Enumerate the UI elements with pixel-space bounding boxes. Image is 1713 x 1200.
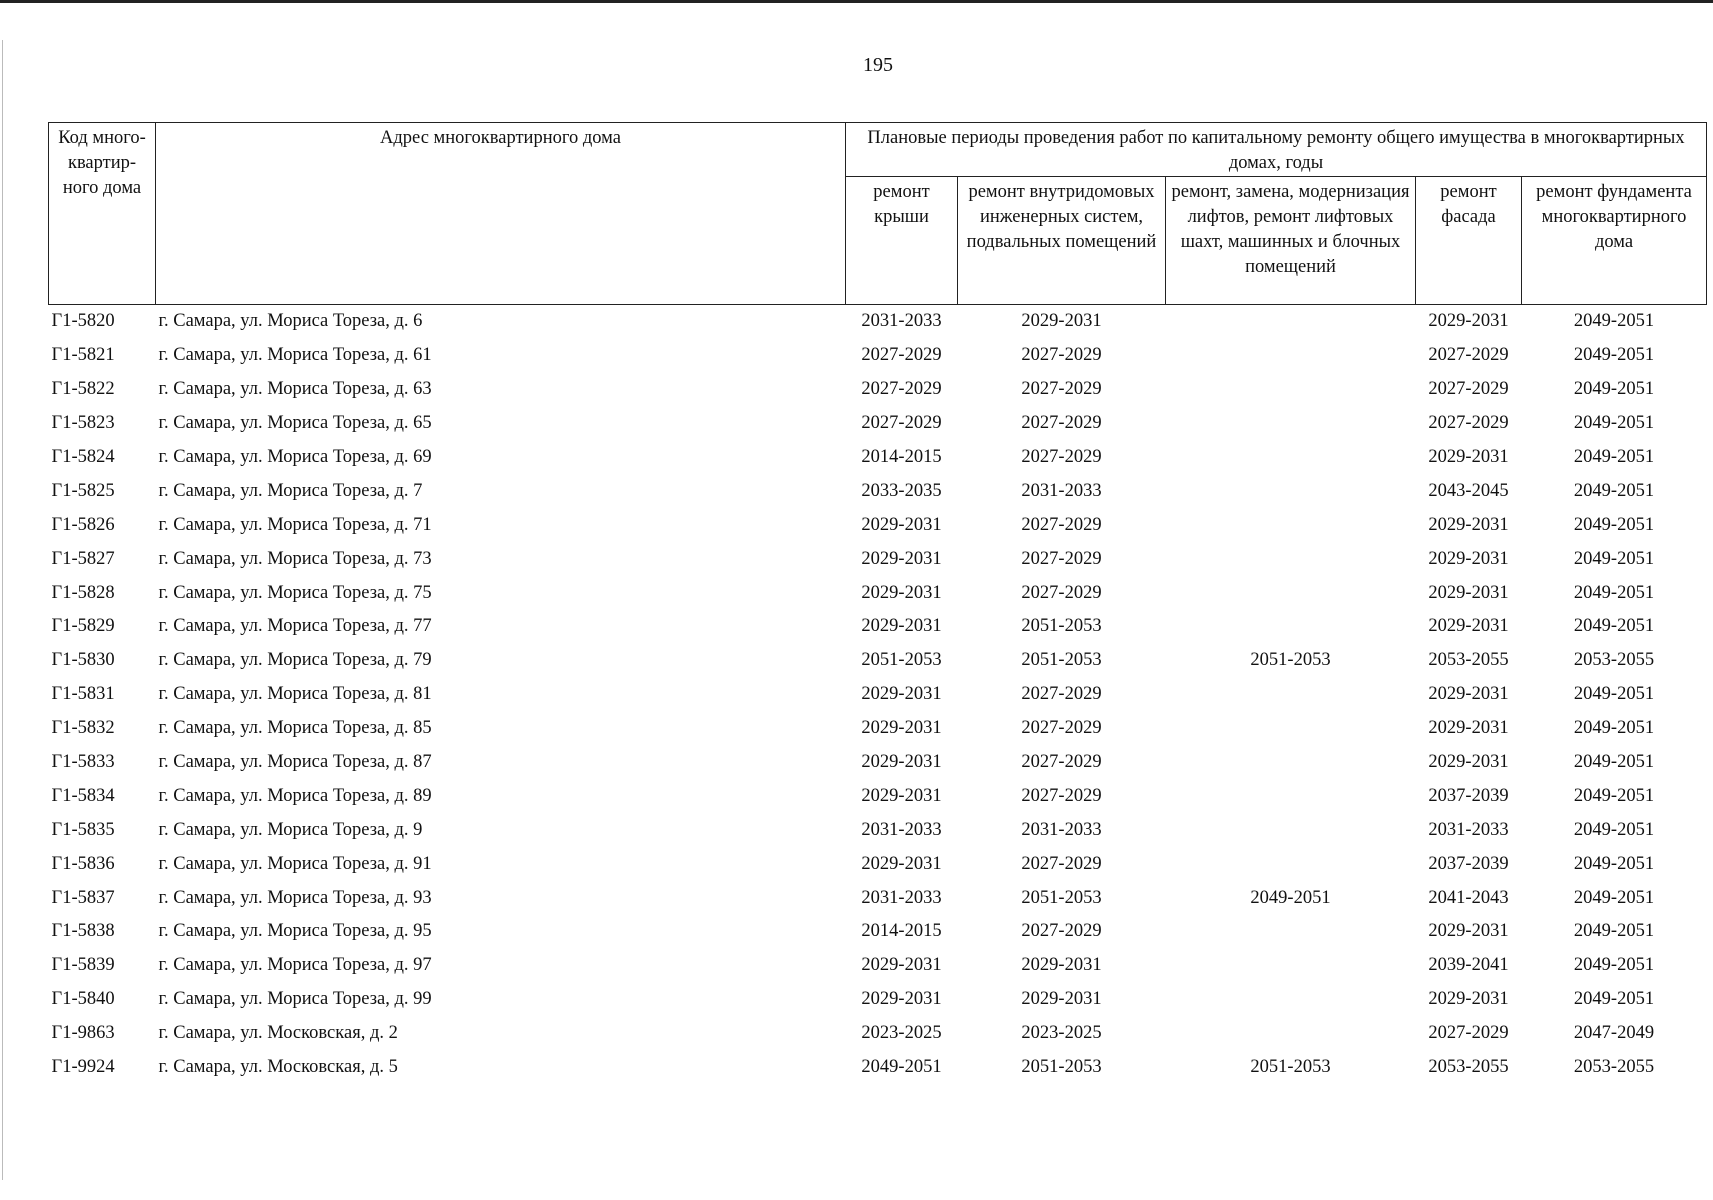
row-address: г. Самара, ул. Мориса Тореза, д. 87 bbox=[158, 752, 432, 773]
row-lifts-period bbox=[1166, 746, 1416, 780]
row-code: Г1-5834 bbox=[51, 785, 115, 806]
row-address: г. Самара, ул. Московская, д. 2 bbox=[158, 1023, 398, 1044]
row-foundation-period: 2049-2051 bbox=[1573, 548, 1655, 569]
row-address: г. Самара, ул. Мориса Тореза, д. 89 bbox=[158, 785, 432, 806]
row-roof-period: 2049-2051 bbox=[861, 1057, 942, 1078]
row-code: Г1-5837 bbox=[51, 887, 115, 908]
row-facade-period: 2027-2029 bbox=[1428, 413, 1509, 434]
row-lifts-period bbox=[1166, 474, 1416, 508]
row-code: Г1-5824 bbox=[51, 447, 115, 467]
row-facade-period: 2027-2029 bbox=[1428, 379, 1509, 400]
row-address: г. Самара, ул. Мориса Тореза, д. 81 bbox=[158, 684, 432, 705]
row-facade-period: 2041-2043 bbox=[1428, 887, 1509, 908]
row-address: г. Самара, ул. Мориса Тореза, д. 6 bbox=[158, 311, 423, 332]
row-roof-period: 2027-2029 bbox=[861, 413, 942, 434]
page-number: 195 bbox=[863, 54, 893, 76]
table-row bbox=[49, 847, 1707, 881]
table-row bbox=[49, 305, 1707, 339]
row-address: г. Самара, ул. Московская, д. 5 bbox=[158, 1057, 398, 1078]
row-lifts-period bbox=[1166, 610, 1416, 644]
row-lifts-period bbox=[1166, 508, 1416, 542]
row-foundation-period: 2049-2051 bbox=[1573, 752, 1655, 773]
header-facade: ремонт фасада bbox=[1416, 177, 1522, 305]
row-facade-period: 2029-2031 bbox=[1428, 989, 1509, 1010]
row-code: Г1-9924 bbox=[51, 1057, 115, 1078]
table-row bbox=[49, 813, 1707, 847]
table-row bbox=[49, 373, 1707, 407]
row-code: Г1-5836 bbox=[51, 853, 115, 874]
row-roof-period: 2051-2053 bbox=[861, 650, 942, 671]
row-facade-period: 2029-2031 bbox=[1428, 718, 1509, 739]
row-code: Г1-9863 bbox=[51, 1023, 115, 1044]
row-facade-period: 2053-2055 bbox=[1428, 1057, 1509, 1078]
header-roof: ремонт крыши bbox=[846, 177, 958, 305]
row-lifts-period bbox=[1166, 983, 1416, 1017]
row-address: г. Самара, ул. Мориса Тореза, д. 99 bbox=[158, 989, 432, 1010]
row-lifts-period bbox=[1166, 712, 1416, 746]
row-lifts-period bbox=[1166, 847, 1416, 881]
row-lifts-period bbox=[1166, 305, 1416, 339]
row-systems-period: 2027-2029 bbox=[1021, 514, 1102, 535]
table-row bbox=[49, 881, 1707, 915]
row-lifts-period bbox=[1166, 779, 1416, 813]
row-systems-period: 2029-2031 bbox=[1021, 989, 1102, 1010]
row-facade-period: 2029-2031 bbox=[1428, 582, 1509, 603]
row-code: Г1-5835 bbox=[51, 819, 115, 840]
row-facade-period: 2053-2055 bbox=[1428, 650, 1509, 671]
row-lifts-period: 2049-2051 bbox=[1250, 887, 1331, 908]
row-code: Г1-5840 bbox=[51, 989, 115, 1010]
row-facade-period: 2029-2031 bbox=[1428, 311, 1509, 332]
row-code: Г1-5838 bbox=[51, 921, 115, 942]
row-address: г. Самара, ул. Мориса Тореза, д. 61 bbox=[158, 345, 432, 366]
row-systems-period: 2031-2033 bbox=[1021, 819, 1102, 840]
table-row bbox=[49, 474, 1707, 508]
table-row bbox=[49, 746, 1707, 780]
row-code: Г1-5822 bbox=[51, 379, 115, 400]
row-systems-period: 2051-2053 bbox=[1021, 650, 1102, 671]
row-code: Г1-5826 bbox=[51, 514, 115, 535]
row-address: г. Самара, ул. Мориса Тореза, д. 7 bbox=[158, 480, 423, 501]
row-roof-period: 2027-2029 bbox=[861, 379, 942, 400]
row-address: г. Самара, ул. Мориса Тореза, д. 93 bbox=[158, 887, 432, 908]
table-row bbox=[49, 339, 1707, 373]
table-row bbox=[49, 1017, 1707, 1051]
header-address: Адрес многоквартирного дома bbox=[156, 123, 846, 305]
row-foundation-period: 2049-2051 bbox=[1573, 480, 1655, 501]
row-lifts-period bbox=[1166, 542, 1416, 576]
row-address: г. Самара, ул. Мориса Тореза, д. 75 bbox=[158, 582, 432, 603]
row-foundation-period: 2049-2051 bbox=[1573, 379, 1655, 400]
row-systems-period: 2027-2029 bbox=[1021, 785, 1102, 806]
row-systems-period: 2027-2029 bbox=[1021, 548, 1102, 569]
row-roof-period: 2029-2031 bbox=[861, 514, 942, 535]
row-lifts-period bbox=[1166, 441, 1416, 475]
row-systems-period: 2029-2031 bbox=[1021, 955, 1102, 976]
row-foundation-period: 2049-2051 bbox=[1573, 684, 1655, 705]
top-rule bbox=[0, 0, 1713, 3]
table-row bbox=[49, 576, 1707, 610]
row-systems-period: 2027-2029 bbox=[1021, 752, 1102, 773]
row-systems-period: 2051-2053 bbox=[1021, 887, 1102, 908]
row-roof-period: 2029-2031 bbox=[861, 718, 942, 739]
row-foundation-period: 2049-2051 bbox=[1573, 413, 1655, 434]
row-code: Г1-5825 bbox=[51, 480, 115, 501]
row-lifts-period bbox=[1166, 576, 1416, 610]
row-systems-period: 2027-2029 bbox=[1021, 447, 1102, 467]
row-systems-period: 2027-2029 bbox=[1021, 684, 1102, 705]
row-address: г. Самара, ул. Мориса Тореза, д. 77 bbox=[158, 616, 432, 637]
row-foundation-period: 2049-2051 bbox=[1573, 785, 1655, 806]
table-row bbox=[49, 542, 1707, 576]
row-lifts-period bbox=[1166, 339, 1416, 373]
row-roof-period: 2031-2033 bbox=[861, 887, 942, 908]
row-foundation-period: 2049-2051 bbox=[1573, 955, 1655, 976]
row-address: г. Самара, ул. Мориса Тореза, д. 65 bbox=[158, 413, 432, 434]
table-row bbox=[49, 644, 1707, 678]
row-foundation-period: 2049-2051 bbox=[1573, 853, 1655, 874]
table-row bbox=[49, 441, 1707, 475]
row-lifts-period bbox=[1166, 813, 1416, 847]
table-row bbox=[49, 678, 1707, 712]
row-roof-period: 2031-2033 bbox=[861, 819, 942, 840]
row-lifts-period bbox=[1166, 949, 1416, 983]
row-roof-period: 2029-2031 bbox=[861, 548, 942, 569]
row-foundation-period: 2049-2051 bbox=[1573, 887, 1655, 908]
header-code: Код много-квартир-ного дома bbox=[49, 123, 156, 305]
row-foundation-period: 2053-2055 bbox=[1573, 650, 1655, 671]
row-code: Г1-5832 bbox=[51, 718, 115, 739]
row-lifts-period: 2051-2053 bbox=[1250, 1057, 1331, 1078]
row-code: Г1-5833 bbox=[51, 752, 115, 773]
row-lifts-period bbox=[1166, 1017, 1416, 1051]
row-code: Г1-5823 bbox=[51, 413, 115, 434]
row-address: г. Самара, ул. Мориса Тореза, д. 79 bbox=[158, 650, 432, 671]
row-facade-period: 2037-2039 bbox=[1428, 785, 1509, 806]
row-facade-period: 2039-2041 bbox=[1428, 955, 1509, 976]
row-address: г. Самара, ул. Мориса Тореза, д. 73 bbox=[158, 548, 432, 569]
row-systems-period: 2031-2033 bbox=[1021, 480, 1102, 501]
row-systems-period: 2027-2029 bbox=[1021, 853, 1102, 874]
row-systems-period: 2051-2053 bbox=[1021, 616, 1102, 637]
row-foundation-period: 2047-2049 bbox=[1573, 1023, 1655, 1044]
row-roof-period: 2033-2035 bbox=[861, 480, 942, 501]
capital-repair-table bbox=[48, 122, 1707, 1084]
table-row bbox=[49, 983, 1707, 1017]
row-roof-period: 2031-2033 bbox=[861, 311, 942, 332]
table-row bbox=[49, 508, 1707, 542]
row-foundation-period: 2049-2051 bbox=[1573, 514, 1655, 535]
table-body bbox=[49, 305, 1707, 1085]
row-systems-period: 2027-2029 bbox=[1021, 345, 1102, 366]
row-foundation-period: 2049-2051 bbox=[1573, 718, 1655, 739]
row-address: г. Самара, ул. Мориса Тореза, д. 97 bbox=[158, 955, 432, 976]
row-code: Г1-5827 bbox=[51, 548, 115, 569]
row-roof-period: 2029-2031 bbox=[861, 955, 942, 976]
table-row bbox=[49, 407, 1707, 441]
left-margin-rule bbox=[2, 40, 3, 1180]
row-facade-period: 2029-2031 bbox=[1428, 514, 1509, 535]
table-row bbox=[49, 915, 1707, 949]
row-code: Г1-5831 bbox=[51, 684, 115, 705]
row-address: г. Самара, ул. Мориса Тореза, д. 91 bbox=[158, 853, 432, 874]
header-periods: Плановые периоды проведения работ по капитальному ремонту общего имущества в многоквартирных домах, годы bbox=[846, 123, 1707, 177]
header-lifts: ремонт, замена, модернизация лифтов, ремонт лифтовых шахт, машинных и блочных помещений bbox=[1166, 177, 1416, 305]
row-foundation-period: 2049-2051 bbox=[1573, 345, 1655, 366]
row-address: г. Самара, ул. Мориса Тореза, д. 69 bbox=[158, 447, 432, 467]
row-facade-period: 2043-2045 bbox=[1428, 480, 1509, 501]
row-roof-period: 2029-2031 bbox=[861, 616, 942, 637]
row-systems-period: 2027-2029 bbox=[1021, 921, 1102, 942]
row-facade-period: 2027-2029 bbox=[1428, 345, 1509, 366]
row-foundation-period: 2049-2051 bbox=[1573, 311, 1655, 332]
row-systems-period: 2027-2029 bbox=[1021, 582, 1102, 603]
row-facade-period: 2029-2031 bbox=[1428, 921, 1509, 942]
row-roof-period: 2023-2025 bbox=[861, 1023, 942, 1044]
row-code: Г1-5829 bbox=[51, 616, 115, 637]
header-systems: ремонт внутридомовых инженерных систем, подвальных помещений bbox=[958, 177, 1166, 305]
row-address: г. Самара, ул. Мориса Тореза, д. 85 bbox=[158, 718, 432, 739]
row-roof-period: 2014-2015 bbox=[861, 921, 942, 942]
table-row bbox=[49, 779, 1707, 813]
row-lifts-period: 2051-2053 bbox=[1250, 650, 1331, 671]
row-roof-period: 2014-2015 bbox=[861, 447, 942, 467]
row-roof-period: 2029-2031 bbox=[861, 752, 942, 773]
row-roof-period: 2029-2031 bbox=[861, 989, 942, 1010]
row-code: Г1-5830 bbox=[51, 650, 115, 671]
table-row bbox=[49, 1051, 1707, 1085]
row-facade-period: 2029-2031 bbox=[1428, 752, 1509, 773]
row-foundation-period: 2053-2055 bbox=[1573, 1057, 1655, 1078]
row-code: Г1-5839 bbox=[51, 955, 115, 976]
row-address: г. Самара, ул. Мориса Тореза, д. 95 bbox=[158, 921, 432, 942]
row-foundation-period: 2049-2051 bbox=[1573, 582, 1655, 603]
row-code: Г1-5821 bbox=[51, 345, 115, 366]
row-foundation-period: 2049-2051 bbox=[1573, 989, 1655, 1010]
row-address: г. Самара, ул. Мориса Тореза, д. 63 bbox=[158, 379, 432, 400]
row-systems-period: 2027-2029 bbox=[1021, 379, 1102, 400]
row-facade-period: 2029-2031 bbox=[1428, 548, 1509, 569]
row-roof-period: 2029-2031 bbox=[861, 785, 942, 806]
row-facade-period: 2031-2033 bbox=[1428, 819, 1509, 840]
row-lifts-period bbox=[1166, 915, 1416, 949]
row-foundation-period: 2049-2051 bbox=[1573, 616, 1655, 637]
table-row bbox=[49, 712, 1707, 746]
row-systems-period: 2027-2029 bbox=[1021, 718, 1102, 739]
row-foundation-period: 2049-2051 bbox=[1573, 921, 1655, 942]
row-foundation-period: 2049-2051 bbox=[1573, 819, 1655, 840]
row-systems-period: 2023-2025 bbox=[1021, 1023, 1102, 1044]
row-lifts-period bbox=[1166, 373, 1416, 407]
row-roof-period: 2027-2029 bbox=[861, 345, 942, 366]
row-facade-period: 2029-2031 bbox=[1428, 447, 1509, 467]
row-roof-period: 2029-2031 bbox=[861, 853, 942, 874]
row-facade-period: 2029-2031 bbox=[1428, 684, 1509, 705]
row-systems-period: 2027-2029 bbox=[1021, 413, 1102, 434]
header-foundation: ремонт фундамента многоквартирного дома bbox=[1522, 177, 1707, 305]
row-facade-period: 2029-2031 bbox=[1428, 616, 1509, 637]
row-roof-period: 2029-2031 bbox=[861, 684, 942, 705]
row-systems-period: 2029-2031 bbox=[1021, 311, 1102, 332]
row-systems-period: 2051-2053 bbox=[1021, 1057, 1102, 1078]
table-row bbox=[49, 949, 1707, 983]
row-foundation-period: 2049-2051 bbox=[1573, 447, 1655, 467]
row-code: Г1-5828 bbox=[51, 582, 115, 603]
row-address: г. Самара, ул. Мориса Тореза, д. 9 bbox=[158, 819, 423, 840]
table-row bbox=[49, 610, 1707, 644]
row-lifts-period bbox=[1166, 407, 1416, 441]
row-facade-period: 2037-2039 bbox=[1428, 853, 1509, 874]
row-code: Г1-5820 bbox=[51, 311, 115, 332]
row-roof-period: 2029-2031 bbox=[861, 582, 942, 603]
row-address: г. Самара, ул. Мориса Тореза, д. 71 bbox=[158, 514, 432, 535]
row-lifts-period bbox=[1166, 678, 1416, 712]
row-facade-period: 2027-2029 bbox=[1428, 1023, 1509, 1044]
